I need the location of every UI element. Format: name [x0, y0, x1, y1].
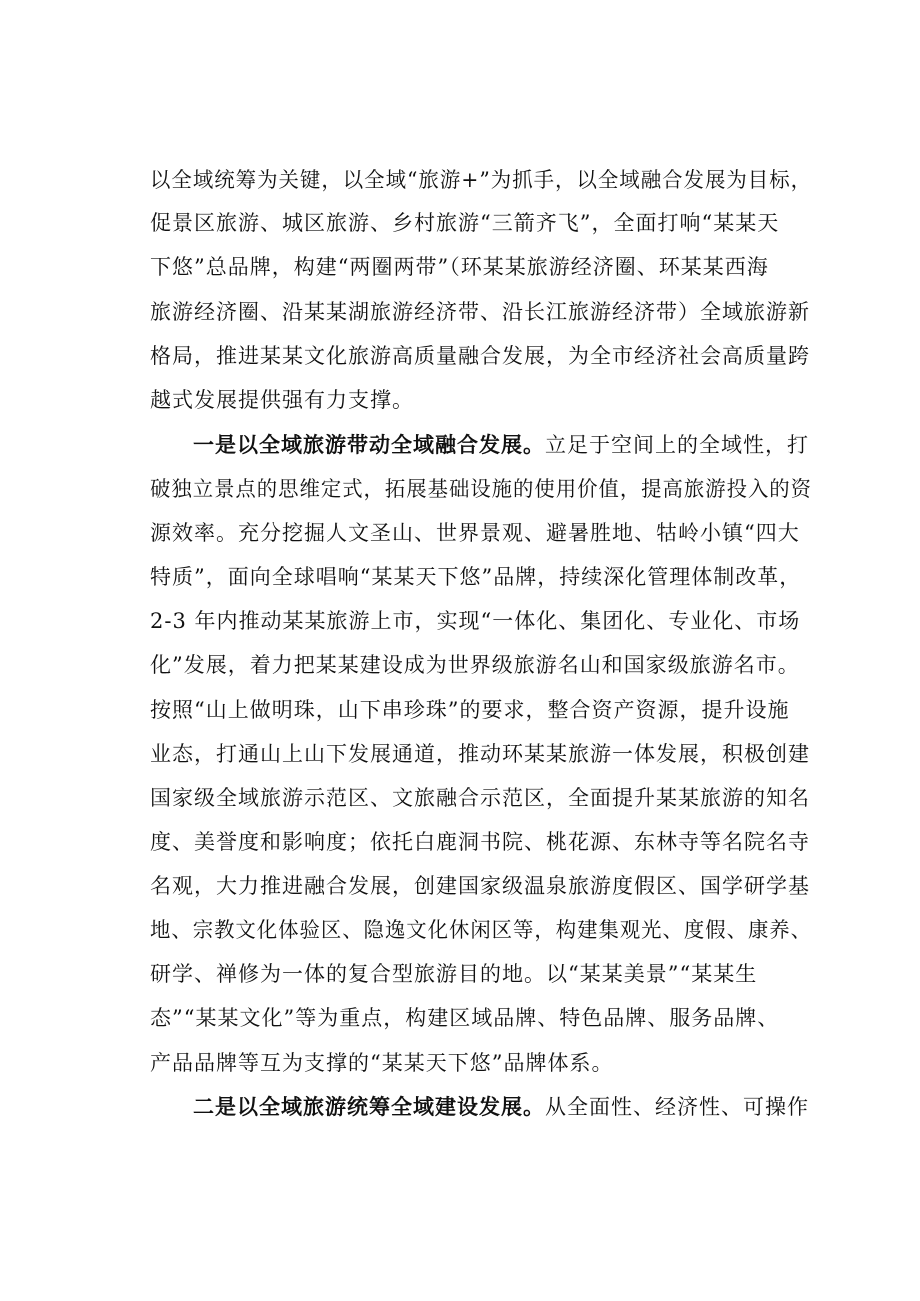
intro-line: 促景区旅游、城区旅游、乡村旅游“三箭齐飞”，全面打响“某某天: [150, 211, 780, 235]
section1-line: 态”“某某文化”等为重点，构建区域品牌、特色品牌、服务品牌、: [150, 1006, 780, 1030]
intro-line: 旅游经济圈、沿某某湖旅游经济带、沿长江旅游经济带）全域旅游新: [150, 300, 810, 324]
section1-line: 源效率。充分挖掘人文圣山、世界景观、避暑胜地、牯岭小镇“四大: [150, 521, 800, 545]
section1-line: 度、美誉度和影响度；依托白鹿洞书院、桃花源、东林寺等名院名寺: [150, 830, 810, 854]
section1-line: 按照“山上做明珠，山下串珍珠”的要求，整合资产资源，提升设施: [150, 698, 790, 722]
section2-heading: 二是以全域旅游统筹全域建设发展。: [193, 1094, 545, 1119]
intro-line: 越式发展提供强有力支撑。: [150, 388, 414, 412]
section1-heading: 一是以全域旅游带动全域融合发展。: [193, 432, 545, 457]
section1-line: 特质”，面向全球唱响“某某天下悠”品牌，持续深化管理体制改革，: [150, 565, 802, 589]
section1-line: 地、宗教文化体验区、隐逸文化休闲区等，构建集观光、度假、康养、: [150, 918, 813, 942]
section1-line: 名观，大力推进融合发展，创建国家级温泉旅游度假区、国学研学基: [150, 874, 810, 898]
section1-line: 产品品牌等互为支撑的“某某天下悠”品牌体系。: [150, 1051, 614, 1075]
section2-first-line: [193, 1093, 809, 1121]
section1-first-line-text: 立足于空间上的全域性，打: [545, 433, 809, 457]
section1-line: 2-3 年内推动某某旅游上市，实现“一体化、集团化、专业化、市场: [150, 609, 801, 633]
section1-line: 化”发展，着力把某某建设成为世界级旅游名山和国家级旅游名市。: [150, 653, 800, 677]
intro-line: 格局，推进某某文化旅游高质量融合发展，为全市经济社会高质量跨: [150, 344, 810, 368]
section2-first-line-text: 从全面性、经济性、可操作: [545, 1095, 809, 1119]
intro-line: 以全域统筹为关键，以全域“旅游+”为抓手，以全域融合发展为目标，: [150, 168, 813, 192]
intro-line: 下悠”总品牌，构建“两圈两带”（环某某旅游经济圈、环某某西海: [150, 255, 769, 279]
section1-line: 研学、禅修为一体的复合型旅游目的地。以“某某美景”“某某生: [150, 962, 758, 986]
section1-line: 破独立景点的思维定式，拓展基础设施的使用价值，提高旅游投入的资: [150, 477, 813, 501]
section1-line: 业态，打通山上山下发展通道，推动环某某旅游一体发展，积极创建: [150, 742, 810, 766]
section1-first-line: [193, 431, 809, 459]
section1-line: 国家级全域旅游示范区、文旅融合示范区，全面提升某某旅游的知名: [150, 786, 810, 810]
